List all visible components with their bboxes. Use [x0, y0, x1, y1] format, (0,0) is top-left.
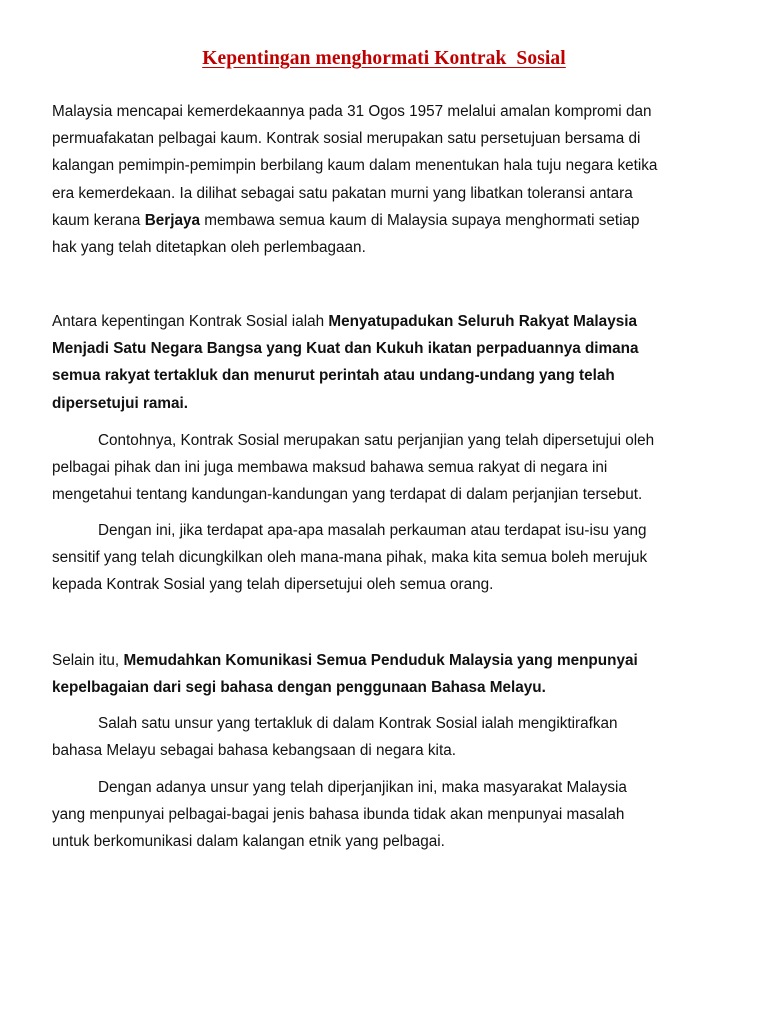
text-line: Salah satu unsur yang tertakluk di dalam Kontrak Sosial ialah mengiktirafkan — [98, 715, 618, 732]
text-line: hak yang telah ditetapkan oleh perlembagaan. — [52, 239, 366, 257]
text-line: bahasa Melayu sebagai bahasa kebangsaan di negara kita. — [52, 742, 456, 760]
text-line — [52, 207, 720, 234]
text-line: Dengan adanya unsur yang telah diperjanjikan ini, maka masyarakat Malaysia — [98, 779, 627, 796]
text-run: membawa semua kaum di Malaysia supaya menghormati setiap — [199, 211, 640, 229]
text-line: Malaysia mencapai kemerdekaannya pada 31 Ogos 1957 melalui amalan kompromi dan — [52, 103, 652, 120]
text-line: kepada Kontrak Sosial yang telah dipersetujui oleh semua orang. — [52, 576, 494, 594]
document-title: Kepentingan menghormati Kontrak Sosial — [202, 48, 566, 69]
bold-text-run: Menyatupadukan Seluruh Rakyat Malaysia — [328, 313, 637, 330]
paragraph-conclusion — [52, 774, 720, 856]
paragraph-introduction — [52, 98, 720, 261]
bold-text-line: kepelbagaian dari segi bahasa dengan penggunaan Bahasa Melayu. — [52, 679, 546, 697]
text-line: kalangan pemimpin-pemimpin berbilang kaum dalam menentukan hala tuju negara ketika — [52, 157, 658, 175]
bold-text-line: Menjadi Satu Negara Bangsa yang Kuat dan Kukuh ikatan perpaduannya dimana — [52, 340, 639, 358]
text-line — [52, 647, 720, 674]
text-line: Contohnya, Kontrak Sosial merupakan satu perjanjian yang telah dipersetujui oleh — [98, 432, 655, 449]
text-line: untuk berkomunikasi dalam kalangan etnik yang pelbagai. — [52, 833, 445, 851]
text-run: kaum kerana — [52, 211, 145, 229]
text-line: mengetahui tentang kandungan-kandungan yang terdapat di dalam perjanjian tersebut. — [52, 486, 643, 504]
paragraph-consequence — [52, 517, 720, 599]
text-line — [52, 308, 720, 335]
text-line: pelbagai pihak dan ini juga membawa maksud bahawa semua rakyat di negara ini — [52, 459, 608, 477]
bold-text-line: dipersetujui ramai. — [52, 394, 189, 412]
text-line: Dengan ini, jika terdapat apa-apa masalah perkauman atau terdapat isu-isu yang — [98, 522, 647, 539]
paragraph-second-point — [52, 647, 720, 701]
bold-text-run: Memudahkan Komunikasi Semua Penduduk Malaysia yang menpunyai — [123, 652, 638, 669]
bold-text-line: semua rakyat tertakluk dan menurut perintah atau undang-undang yang telah — [52, 367, 615, 385]
text-line: era kemerdekaan. Ia dilihat sebagai satu pakatan murni yang libatkan toleransi antara — [52, 184, 633, 202]
paragraph-first-point — [52, 308, 720, 417]
text-line: permuafakatan pelbagai kaum. Kontrak sosial merupakan satu persetujuan bersama di — [52, 130, 641, 148]
paragraph-example — [52, 427, 720, 509]
bold-text-run: Berjaya — [144, 211, 200, 229]
text-line: yang menpunyai pelbagai-bagai jenis bahasa ibunda tidak akan menpunyai masalah — [52, 806, 625, 824]
paragraph-language-element — [52, 710, 720, 764]
text-run: Antara kepentingan Kontrak Sosial ialah — [52, 313, 329, 330]
text-line: sensitif yang telah dicungkilkan oleh mana-mana pihak, maka kita semua boleh merujuk — [52, 549, 648, 567]
text-run: Selain itu, — [52, 652, 124, 669]
